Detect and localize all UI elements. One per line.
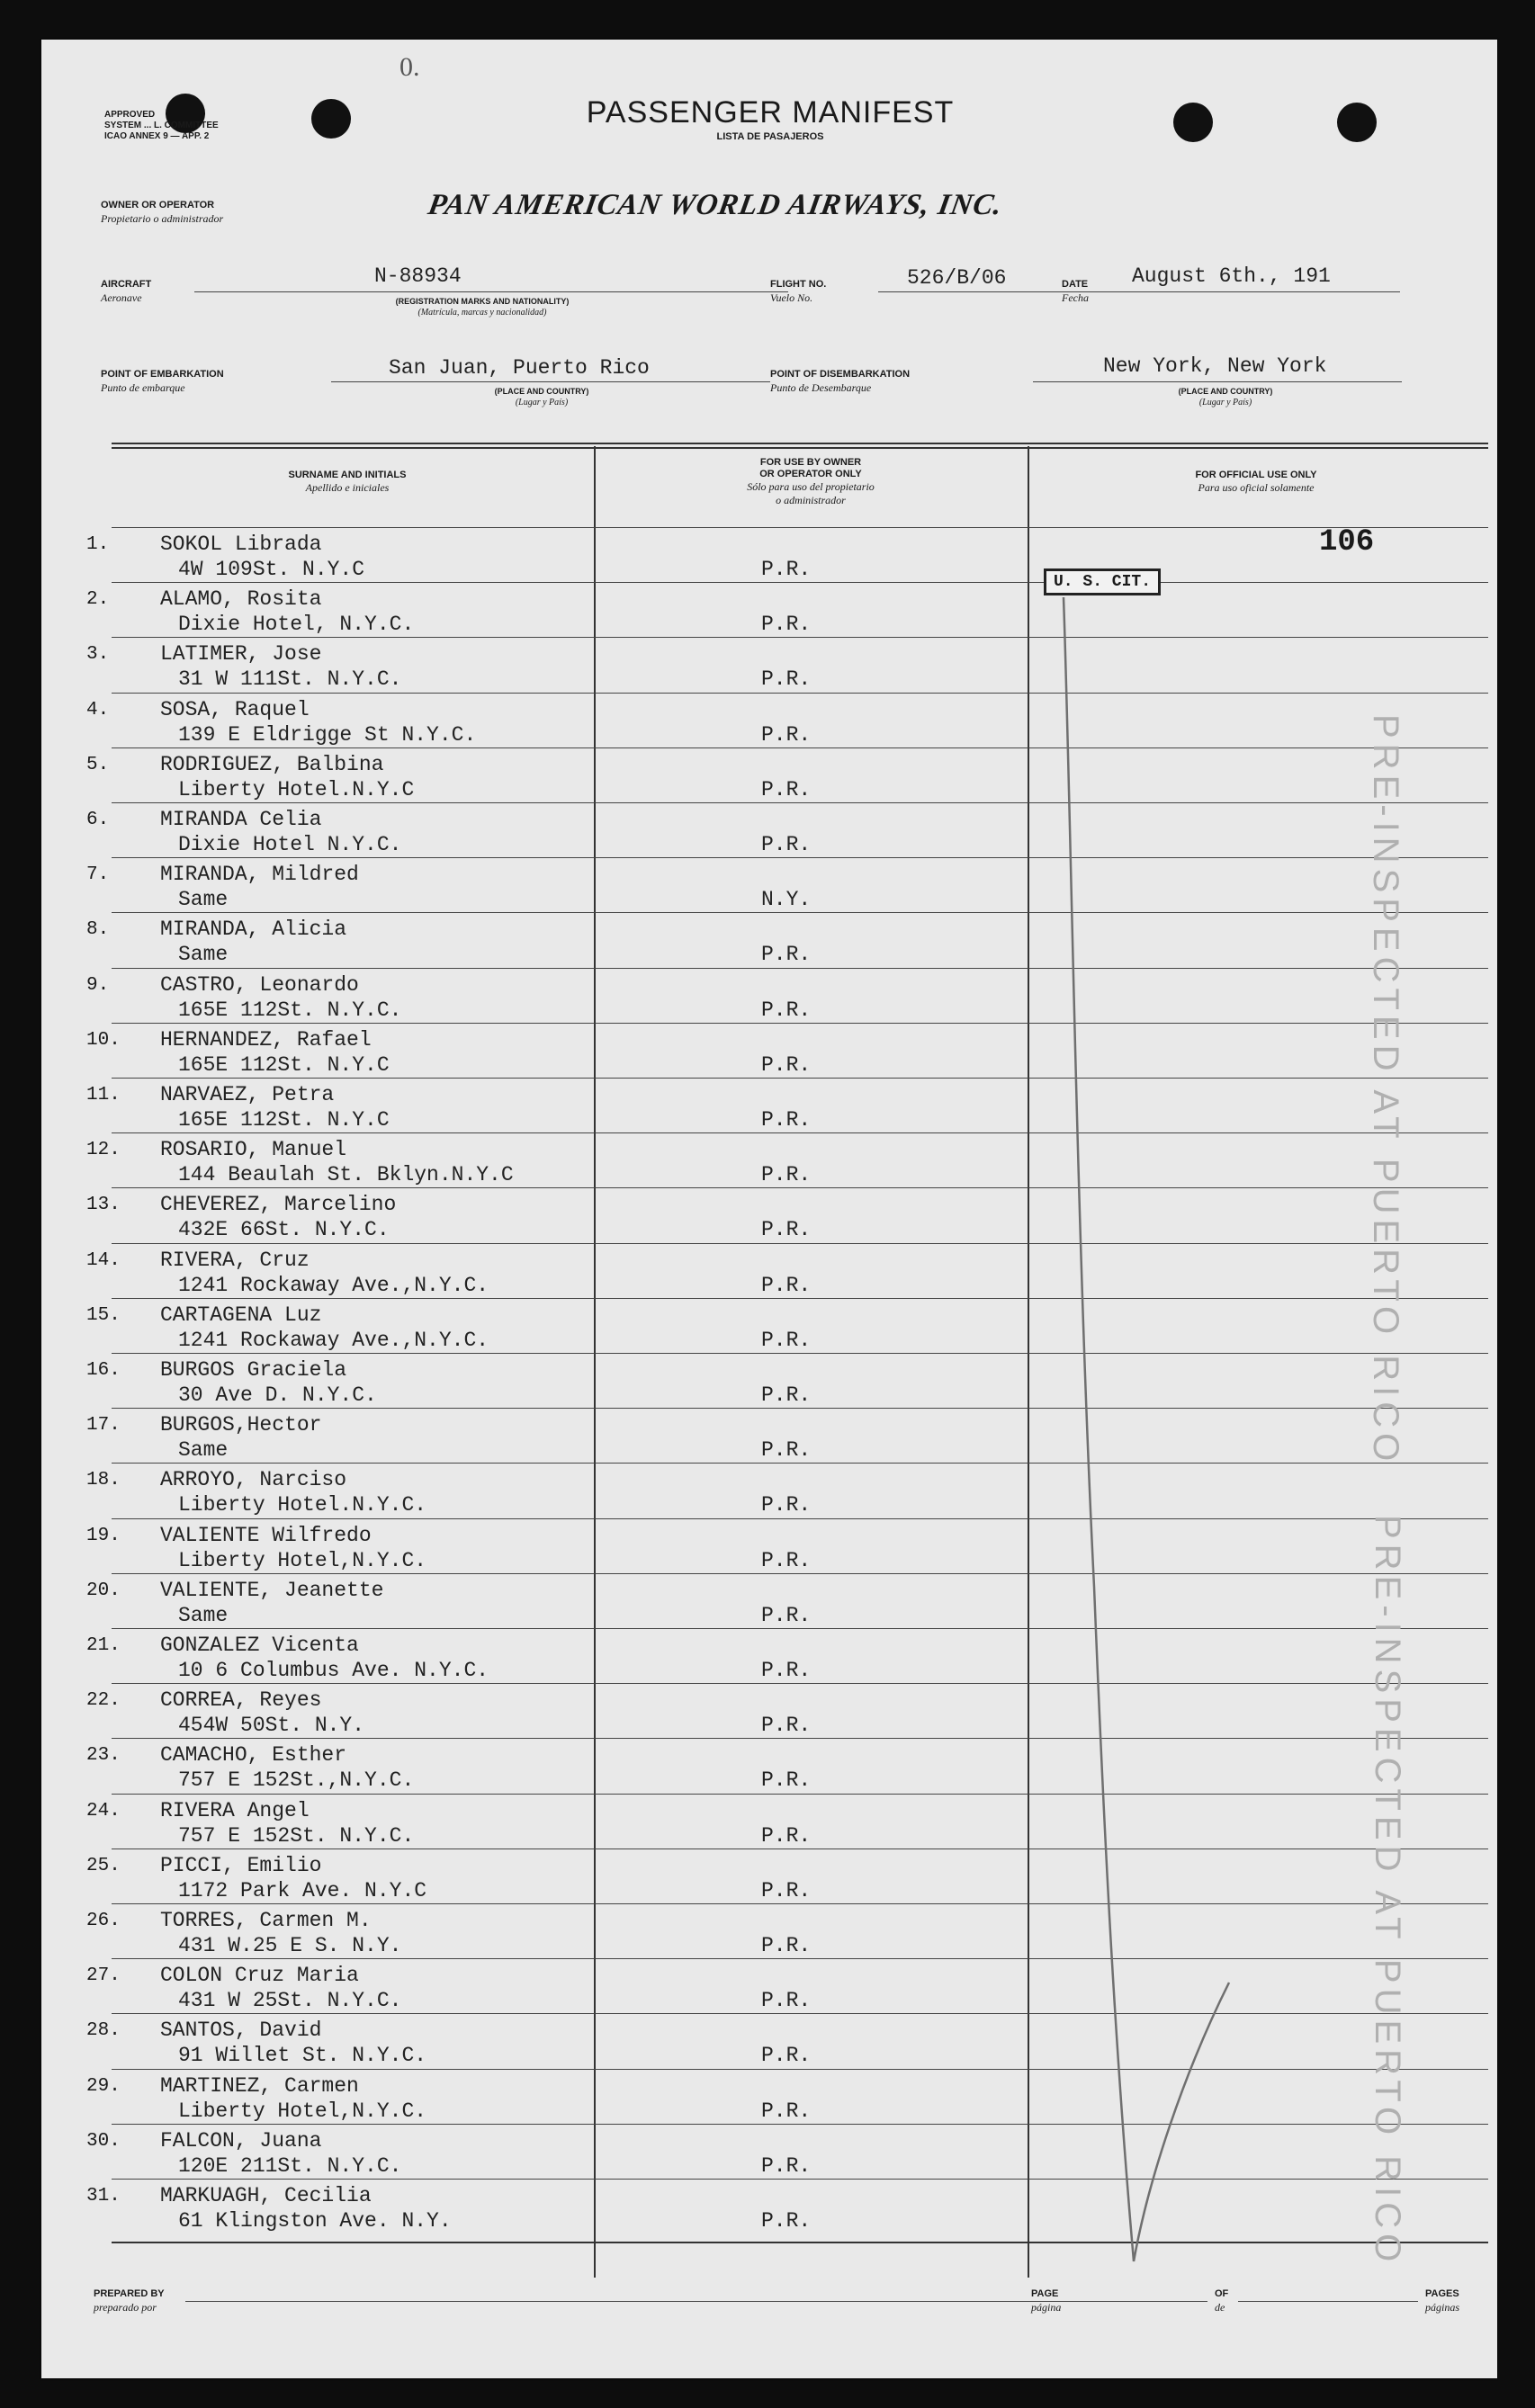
row-divider: [112, 1794, 1488, 1795]
passenger-name: COLON Cruz Maria: [160, 1964, 359, 1988]
embarkation-label-es: Punto de embarque: [101, 381, 185, 394]
passenger-name: CASTRO, Leonardo: [160, 972, 359, 997]
passenger-name: NARVAEZ, Petra: [160, 1083, 335, 1106]
passenger-number: 28.: [86, 2020, 121, 2042]
owner-use-label-es: Sólo para uso del propietario: [747, 480, 875, 493]
punch-hole: [311, 99, 351, 139]
passenger-code: P.R.: [761, 1163, 812, 1187]
disembarkation-value: New York, New York: [1103, 354, 1327, 378]
passenger-code: P.R.: [761, 1218, 812, 1242]
passenger-address: 144 Beaulah St. Bklyn.N.Y.C: [178, 1163, 514, 1187]
passenger-address: 4W 109St. N.Y.C: [178, 558, 365, 581]
embarkation-underline: [331, 381, 770, 382]
table-bottom-rule: [112, 2242, 1488, 2243]
passenger-number: 10.: [86, 1029, 121, 1051]
passenger-name: FALCON, Juana: [160, 2128, 322, 2153]
passenger-number: 12.: [86, 1140, 121, 1161]
table-top-rule: [112, 443, 1488, 444]
row-divider: [112, 1518, 1488, 1519]
row-divider: [112, 2124, 1488, 2125]
passenger-address: 757 E 152St. N.Y.C.: [178, 1823, 415, 1848]
row-divider: [112, 1463, 1488, 1464]
row-divider: [112, 2013, 1488, 2014]
passenger-name: RIVERA Angel: [160, 1798, 310, 1822]
passenger-number: 7.: [86, 864, 110, 886]
flight-label-es: Vuelo No.: [770, 291, 813, 304]
surname-header-label: SURNAME AND INITIALS: [288, 470, 407, 480]
row-divider: [112, 527, 1488, 528]
passenger-number: 8.: [86, 919, 110, 941]
passenger-address: 139 E Eldrigge St N.Y.C.: [178, 722, 477, 747]
passenger-code: P.R.: [761, 1273, 812, 1297]
owner-use-column-header: [617, 457, 1004, 507]
page-underline: [1073, 2301, 1207, 2302]
embarkation-caption: (PLACE AND COUNTRY): [494, 387, 589, 396]
official-use-label-es: Para uso oficial solamente: [1198, 481, 1315, 494]
passenger-number: 14.: [86, 1249, 121, 1271]
passenger-address: Same: [178, 1603, 229, 1627]
passenger-name: RODRIGUEZ, Balbina: [160, 752, 384, 776]
passenger-code: P.R.: [761, 613, 812, 637]
of-label: OF: [1215, 2288, 1229, 2299]
passenger-code: P.R.: [761, 1493, 812, 1517]
owner-use-label-es: o administrador: [776, 494, 846, 506]
passenger-name: VALIENTE, Jeanette: [160, 1578, 384, 1602]
passenger-number: 25.: [86, 1855, 121, 1876]
row-divider: [112, 693, 1488, 694]
passenger-address: 1172 Park Ave. N.Y.C: [178, 1878, 427, 1902]
disembarkation-caption-es: (Lugar y País): [1198, 398, 1252, 407]
passenger-address: 165E 112St. N.Y.C.: [178, 998, 402, 1022]
passenger-number: 31.: [86, 2186, 121, 2207]
page-label-es: página: [1031, 2301, 1062, 2314]
passenger-number: 26.: [86, 1911, 121, 1931]
passenger-number: 11.: [86, 1085, 121, 1106]
passenger-number: 16.: [86, 1360, 121, 1381]
passenger-code: P.R.: [761, 1934, 812, 1957]
passenger-address: 30 Ave D. N.Y.C.: [178, 1383, 377, 1407]
official-use-column-header: [1058, 470, 1454, 495]
passenger-name: MIRANDA Celia: [160, 808, 322, 831]
passenger-code: P.R.: [761, 722, 812, 747]
passenger-address: 431 W 25St. N.Y.C.: [178, 1989, 402, 2013]
flight-label: FLIGHT NO.: [770, 279, 827, 290]
row-divider: [112, 747, 1488, 748]
row-divider: [112, 1903, 1488, 1904]
passenger-number: 19.: [86, 1525, 121, 1546]
passenger-number: 29.: [86, 2075, 121, 2097]
row-divider: [112, 2179, 1488, 2180]
approval-line: SYSTEM ... L. COMMITTEE: [104, 121, 219, 130]
passenger-number: 30.: [86, 2130, 121, 2152]
passenger-number: 22.: [86, 1690, 121, 1712]
official-use-label: FOR OFFICIAL USE ONLY: [1195, 470, 1317, 480]
passenger-address: Dixie Hotel, N.Y.C.: [178, 613, 415, 637]
passenger-name: RIVERA, Cruz: [160, 1248, 310, 1272]
row-divider: [112, 802, 1488, 803]
passenger-name: ROSARIO, Manuel: [160, 1138, 347, 1162]
passenger-number: 3.: [86, 644, 110, 666]
passenger-number: 9.: [86, 974, 110, 996]
disembarkation-label-es: Punto de Desembarque: [770, 381, 872, 394]
approval-line: ICAO ANNEX 9 — APP. 2: [104, 131, 210, 141]
row-divider: [112, 912, 1488, 913]
passenger-address: Same: [178, 888, 229, 912]
row-divider: [112, 1353, 1488, 1354]
passenger-address: 31 W 111St. N.Y.C.: [178, 667, 402, 692]
passenger-address: Liberty Hotel.N.Y.C.: [178, 1493, 427, 1517]
passenger-code: P.R.: [761, 2153, 812, 2178]
row-divider: [112, 1243, 1488, 1244]
passenger-address: 1241 Rockaway Ave.,N.Y.C.: [178, 1328, 489, 1352]
row-divider: [112, 1132, 1488, 1133]
passenger-address: 1241 Rockaway Ave.,N.Y.C.: [178, 1273, 489, 1297]
passenger-name: CAMACHO, Esther: [160, 1743, 347, 1768]
punch-hole: [1337, 103, 1377, 142]
manifest-sheet: [41, 40, 1497, 2378]
date-value: August 6th., 191: [1132, 264, 1331, 288]
row-divider: [112, 1683, 1488, 1684]
owner-use-label: OR OPERATOR ONLY: [759, 469, 862, 479]
date-label: DATE: [1062, 279, 1089, 290]
row-divider: [112, 1408, 1488, 1409]
manifest-title: PASSENGER MANIFEST: [586, 95, 955, 130]
embarkation-caption-es: (Lugar y País): [515, 398, 569, 407]
passenger-name: ARROYO, Narciso: [160, 1468, 347, 1492]
table-top-rule: [112, 447, 1488, 449]
passenger-code: P.R.: [761, 1603, 812, 1627]
passenger-number: 18.: [86, 1470, 121, 1491]
passenger-number: 27.: [86, 1965, 121, 1987]
passenger-code: N.Y.: [761, 888, 812, 912]
passenger-name: MARKUAGH, Cecilia: [160, 2184, 372, 2207]
passenger-number: 24.: [86, 1800, 121, 1822]
manifest-subtitle: LISTA DE PASAJEROS: [716, 131, 824, 142]
embarkation-label: POINT OF EMBARKATION: [101, 369, 224, 380]
passenger-code: P.R.: [761, 1328, 812, 1352]
passenger-number: 1.: [86, 534, 110, 555]
disembarkation-label: POINT OF DISEMBARKATION: [770, 369, 911, 380]
passenger-name: CARTAGENA Luz: [160, 1302, 322, 1327]
passenger-address: 91 Willet St. N.Y.C.: [178, 2044, 427, 2068]
owner-label: OWNER OR OPERATOR: [101, 200, 215, 210]
passenger-address: Dixie Hotel N.Y.C.: [178, 833, 402, 856]
aircraft-label: AIRCRAFT: [101, 279, 152, 290]
passenger-code: P.R.: [761, 1989, 812, 2013]
passenger-name: MARTINEZ, Carmen: [160, 2073, 359, 2098]
passenger-name: MIRANDA, Alicia: [160, 918, 347, 942]
passenger-name: LATIMER, Jose: [160, 642, 322, 667]
row-divider: [112, 637, 1488, 638]
pages-label-es: páginas: [1425, 2301, 1460, 2314]
passenger-address: Liberty Hotel.N.Y.C: [178, 777, 415, 801]
column-divider: [1028, 446, 1029, 2278]
passenger-code: P.R.: [761, 943, 812, 967]
passenger-address: 165E 112St. N.Y.C: [178, 1052, 390, 1077]
row-divider: [112, 968, 1488, 969]
date-underline: [1103, 291, 1400, 292]
passenger-address: 431 W.25 E S. N.Y.: [178, 1934, 402, 1957]
of-label-es: de: [1215, 2301, 1225, 2314]
preinspected-stamp-lower: PRE-INSPECTED AT PUERTO RICO: [1368, 1515, 1407, 2268]
owner-label-es: Propietario o administrador: [101, 212, 224, 225]
row-divider: [112, 1298, 1488, 1299]
passenger-number: 20.: [86, 1580, 121, 1601]
disembarkation-underline: [1033, 381, 1402, 382]
passenger-code: P.R.: [761, 1714, 812, 1738]
official-count: 106: [1319, 525, 1375, 559]
passenger-name: HERNANDEZ, Rafael: [160, 1027, 372, 1052]
prepared-label-es: preparado por: [94, 2301, 157, 2314]
row-divider: [112, 1187, 1488, 1188]
passenger-number: 13.: [86, 1195, 121, 1216]
passenger-name: TORRES, Carmen M.: [160, 1909, 372, 1932]
passenger-code: P.R.: [761, 1108, 812, 1132]
row-divider: [112, 1958, 1488, 1959]
row-divider: [112, 1573, 1488, 1574]
passenger-name: CORREA, Reyes: [160, 1688, 322, 1713]
passenger-address: Same: [178, 943, 229, 967]
passenger-number: 5.: [86, 754, 110, 775]
surname-header-label-es: Apellido e iniciales: [305, 481, 390, 494]
passenger-name: ALAMO, Rosita: [160, 587, 322, 612]
passenger-name: PICCI, Emilio: [160, 1853, 322, 1877]
passenger-name: VALIENTE Wilfredo: [160, 1523, 372, 1547]
passenger-name: BURGOS,Hector: [160, 1413, 322, 1437]
row-divider: [112, 1738, 1488, 1739]
aircraft-caption: (REGISTRATION MARKS AND NATIONALITY): [395, 297, 570, 306]
row-divider: [112, 1628, 1488, 1629]
passenger-code: P.R.: [761, 2044, 812, 2068]
aircraft-value: N-88934: [374, 264, 462, 288]
passenger-address: Liberty Hotel,N.Y.C.: [178, 1548, 427, 1572]
preinspected-stamp-upper: PRE-INSPECTED AT PUERTO RICO: [1366, 714, 1405, 1467]
approval-line: APPROVED: [104, 110, 156, 120]
prepared-underline: [185, 2301, 1085, 2302]
passenger-address: Liberty Hotel,N.Y.C.: [178, 2099, 427, 2123]
aircraft-label-es: Aeronave: [101, 291, 142, 304]
passenger-code: P.R.: [761, 2099, 812, 2123]
page-label: PAGE: [1031, 2288, 1059, 2299]
passenger-address: 61 Klingston Ave. N.Y.: [178, 2209, 452, 2233]
corner-mark: 0.: [399, 52, 420, 82]
passenger-code: P.R.: [761, 998, 812, 1022]
surname-column-header: [158, 470, 536, 495]
pages-label: PAGES: [1425, 2288, 1459, 2299]
approval-block: [104, 110, 219, 142]
punch-hole: [1173, 103, 1213, 142]
passenger-address: 10 6 Columbus Ave. N.Y.C.: [178, 1659, 489, 1682]
passenger-number: 17.: [86, 1415, 121, 1437]
passenger-code: P.R.: [761, 558, 812, 581]
passenger-code: P.R.: [761, 833, 812, 856]
passenger-code: P.R.: [761, 1768, 812, 1793]
passenger-number: 15.: [86, 1304, 121, 1326]
passenger-address: 757 E 152St.,N.Y.C.: [178, 1768, 415, 1793]
passenger-number: 4.: [86, 699, 110, 721]
passenger-code: P.R.: [761, 667, 812, 692]
row-divider: [112, 1023, 1488, 1024]
operator-name: PAN AMERICAN WORLD AIRWAYS, INC.: [425, 189, 1006, 221]
passenger-code: P.R.: [761, 1438, 812, 1463]
passenger-number: 6.: [86, 810, 110, 830]
pencil-line: [1058, 597, 1238, 2288]
passenger-name: SOKOL Librada: [160, 533, 322, 556]
passenger-code: P.R.: [761, 777, 812, 801]
passenger-name: SANTOS, David: [160, 2019, 322, 2043]
passenger-number: 21.: [86, 1635, 121, 1656]
passenger-address: 165E 112St. N.Y.C: [178, 1108, 390, 1132]
passenger-code: P.R.: [761, 1548, 812, 1572]
passenger-address: Same: [178, 1438, 229, 1463]
row-divider: [112, 857, 1488, 858]
of-underline: [1238, 2301, 1418, 2302]
embarkation-value: San Juan, Puerto Rico: [389, 356, 650, 380]
passenger-name: MIRANDA, Mildred: [160, 863, 359, 887]
prepared-label: PREPARED BY: [94, 2288, 165, 2299]
passenger-name: BURGOS Graciela: [160, 1358, 347, 1382]
passenger-name: SOSA, Raquel: [160, 697, 310, 721]
passenger-number: 2.: [86, 589, 110, 611]
flight-value: 526/B/06: [907, 266, 1007, 290]
passenger-code: P.R.: [761, 1823, 812, 1848]
passenger-address: 120E 211St. N.Y.C.: [178, 2153, 402, 2178]
disembarkation-caption: (PLACE AND COUNTRY): [1178, 387, 1273, 396]
passenger-code: P.R.: [761, 2209, 812, 2233]
owner-use-label: FOR USE BY OWNER: [759, 457, 862, 468]
passenger-code: P.R.: [761, 1383, 812, 1407]
passenger-address: 432E 66St. N.Y.C.: [178, 1218, 390, 1242]
row-divider: [112, 2069, 1488, 2070]
column-divider: [594, 446, 596, 2278]
aircraft-caption-es: (Matrícula, marcas y nacionalidad): [417, 308, 547, 318]
passenger-code: P.R.: [761, 1659, 812, 1682]
passenger-address: 454W 50St. N.Y.: [178, 1714, 365, 1738]
passenger-code: P.R.: [761, 1878, 812, 1902]
passenger-name: GONZALEZ Vicenta: [160, 1634, 359, 1657]
date-label-es: Fecha: [1062, 291, 1089, 304]
passenger-name: CHEVEREZ, Marcelino: [160, 1193, 397, 1217]
row-divider: [112, 582, 1488, 583]
us-citizen-stamp: U. S. CIT.: [1044, 568, 1161, 595]
passenger-number: 23.: [86, 1745, 121, 1767]
row-divider: [112, 1078, 1488, 1079]
passenger-code: P.R.: [761, 1052, 812, 1077]
aircraft-underline: [194, 291, 788, 292]
